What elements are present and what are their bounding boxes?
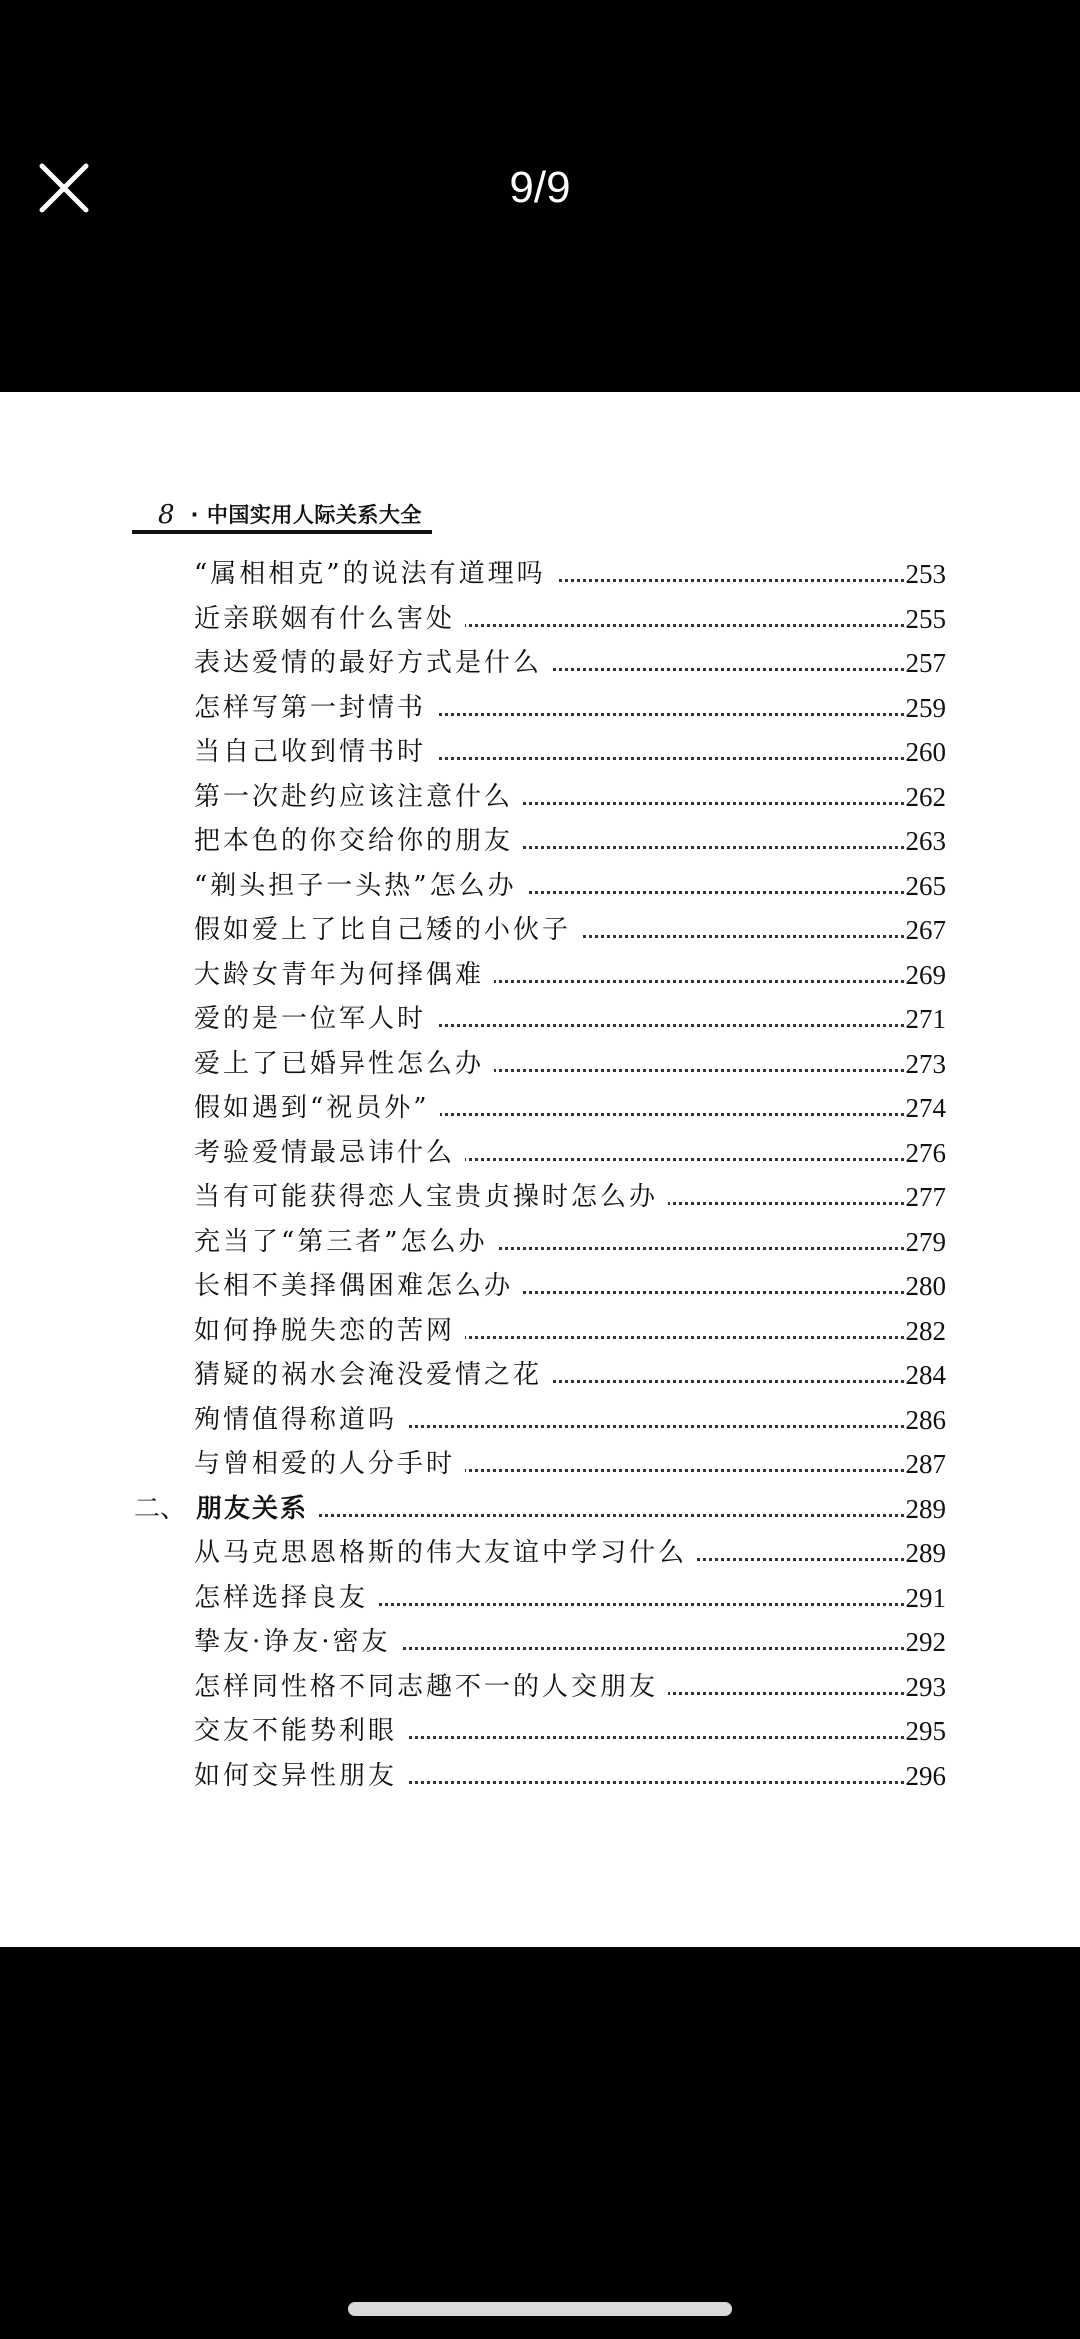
toc-entry-page: 265 xyxy=(904,864,947,908)
toc-entry-page: 293 xyxy=(904,1665,947,1709)
section-page: 289 xyxy=(904,1487,947,1531)
toc-entry-page: 286 xyxy=(904,1398,947,1442)
toc-entry-title: 从马克思恩格斯的伟大友谊中学习什么 xyxy=(194,1531,697,1575)
toc-entry-title: 大龄女青年为何择偶难 xyxy=(194,953,494,997)
toc-entry-page: 263 xyxy=(904,819,947,863)
toc-entry xyxy=(0,1175,1080,1219)
toc-entry-page: 289 xyxy=(904,1531,947,1575)
toc-entry xyxy=(0,1665,1080,1709)
toc-entry-title: 把本色的你交给你的朋友 xyxy=(194,819,523,863)
toc-entry xyxy=(0,1531,1080,1575)
toc-entry-title: 第一次赴约应该注意什么 xyxy=(194,775,523,819)
toc-entry-title: 爱的是一位军人时 xyxy=(194,997,436,1041)
toc-entry xyxy=(0,1220,1080,1264)
toc-entry-title: 怎样同性格不同志趣不一的人交朋友 xyxy=(194,1665,668,1709)
section-title: 朋友关系 xyxy=(196,1487,318,1531)
toc-entry-title: 假如遇到“祝员外” xyxy=(194,1086,440,1130)
toc-entry xyxy=(0,1264,1080,1308)
toc-entry xyxy=(0,1398,1080,1442)
toc-entry-page: 295 xyxy=(904,1709,947,1753)
toc-entry-page: 284 xyxy=(904,1353,947,1397)
toc-entry-page: 273 xyxy=(904,1042,947,1086)
toc-entry-page: 276 xyxy=(904,1131,947,1175)
toc-entry-page: 259 xyxy=(904,686,947,730)
toc-entry-title: 殉情值得称道吗 xyxy=(194,1398,407,1442)
toc-entry xyxy=(0,730,1080,774)
toc-entry-page: 262 xyxy=(904,775,947,819)
toc-entry-title: 当有可能获得恋人宝贵贞操时怎么办 xyxy=(194,1175,668,1219)
running-head xyxy=(132,494,432,534)
toc-entry xyxy=(0,864,1080,908)
toc-entry-page: 291 xyxy=(904,1576,947,1620)
toc-entry-page: 269 xyxy=(904,953,947,997)
toc-entry-title: 表达爱情的最好方式是什么 xyxy=(194,641,552,685)
toc-entry-page: 255 xyxy=(904,597,947,641)
toc-entry xyxy=(0,1709,1080,1753)
toc-entry-page: 277 xyxy=(904,1175,947,1219)
toc-entry xyxy=(0,1131,1080,1175)
toc-entry-page: 274 xyxy=(904,1086,947,1130)
toc-entry-title: 考验爱情最忌讳什么 xyxy=(194,1131,465,1175)
toc-entry-title: 如何挣脱失恋的苦网 xyxy=(194,1309,465,1353)
toc-entry xyxy=(0,641,1080,685)
toc-entry-title: 假如爱上了比自己矮的小伙子 xyxy=(194,908,581,952)
toc-entry-title: 与曾相爱的人分手时 xyxy=(194,1442,465,1486)
toc-entry xyxy=(0,1442,1080,1486)
book-title: · 中国实用人际关系大全 xyxy=(190,503,422,527)
page-number: 8 xyxy=(158,500,175,530)
toc-entry-title: 交友不能势利眼 xyxy=(194,1709,407,1753)
toc-entry xyxy=(0,908,1080,952)
toc-entry xyxy=(0,1086,1080,1130)
toc-entry xyxy=(0,775,1080,819)
toc-entry xyxy=(0,1042,1080,1086)
toc-entry-page: 257 xyxy=(904,641,947,685)
toc-entry xyxy=(0,1576,1080,1620)
toc-entry-title: 近亲联姻有什么害处 xyxy=(194,597,465,641)
toc-entry xyxy=(0,552,1080,596)
toc-entry-title: 怎样写第一封情书 xyxy=(194,686,436,730)
toc-entry-page: 287 xyxy=(904,1442,947,1486)
toc-entry-page: 279 xyxy=(904,1220,947,1264)
toc-entry xyxy=(0,1620,1080,1664)
toc-entry-page: 282 xyxy=(904,1309,947,1353)
toc-entry xyxy=(0,1309,1080,1353)
home-indicator[interactable] xyxy=(348,2302,732,2316)
toc-entry-page: 271 xyxy=(904,997,947,1041)
viewer-bottom-bar xyxy=(0,1947,1080,2339)
toc-entry-title: “剃头担子一头热”怎么办 xyxy=(194,864,527,908)
toc-entry xyxy=(0,819,1080,863)
toc-entry-title: 挚友·诤友·密友 xyxy=(194,1620,401,1664)
toc-entry-page: 253 xyxy=(904,552,947,596)
toc-entry xyxy=(0,953,1080,997)
toc-entry xyxy=(0,1754,1080,1798)
toc-entry-page: 292 xyxy=(904,1620,947,1664)
viewer-top-bar xyxy=(0,0,1080,392)
toc-entry-title: 猜疑的祸水会淹没爱情之花 xyxy=(194,1353,552,1397)
toc-entry-title: “属相相克”的说法有道理吗 xyxy=(194,552,556,596)
toc-entry-title: 当自己收到情书时 xyxy=(194,730,436,774)
toc-entry-page: 267 xyxy=(904,908,947,952)
scanned-page xyxy=(0,392,1080,1947)
toc-entry-title: 爱上了已婚异性怎么办 xyxy=(194,1042,494,1086)
toc-entry xyxy=(0,686,1080,730)
toc-entry-page: 260 xyxy=(904,730,947,774)
toc-entry xyxy=(0,997,1080,1041)
toc-entry xyxy=(0,1353,1080,1397)
toc-entry-title: 怎样选择良友 xyxy=(194,1576,378,1620)
toc-section-heading xyxy=(0,1487,1080,1531)
toc-entry-title: 充当了“第三者”怎么办 xyxy=(194,1220,498,1264)
toc-entry xyxy=(0,597,1080,641)
toc-entry-title: 长相不美择偶困难怎么办 xyxy=(194,1264,523,1308)
toc-entry-page: 280 xyxy=(904,1264,947,1308)
section-number: 二、 xyxy=(134,1493,187,1524)
toc-entry-page: 296 xyxy=(904,1754,947,1798)
toc-entry-title: 如何交异性朋友 xyxy=(194,1754,407,1798)
image-counter: 9/9 xyxy=(509,163,571,212)
